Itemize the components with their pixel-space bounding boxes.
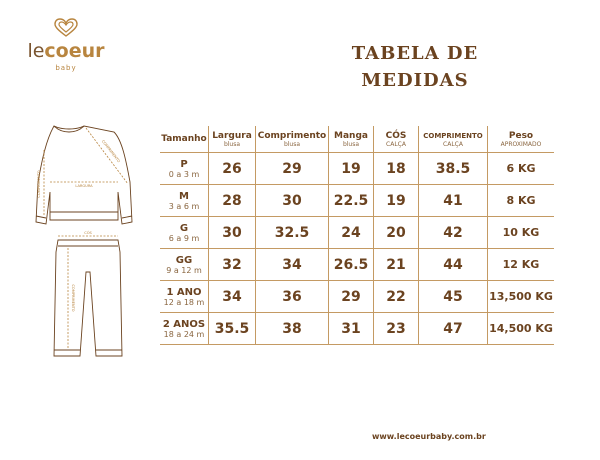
header-tamanho: Tamanho — [160, 126, 209, 153]
comprimento-cell: 29 — [256, 153, 329, 185]
pants-length-label: COMPRIMENTO — [71, 284, 75, 312]
cos-cell: 21 — [374, 249, 419, 281]
peso-cell: 6 KG — [488, 153, 555, 185]
header-peso: Peso APROXIMADO — [500, 130, 542, 148]
size-table — [160, 126, 554, 345]
sleeve-measure-line — [86, 128, 128, 184]
length-label: COMPRIMENTO — [37, 170, 41, 198]
brand-sub: baby — [55, 64, 77, 72]
size-cell: 1 ANO 12 a 18 m — [160, 281, 209, 313]
size-cell: 2 ANOS 18 a 24 m — [160, 313, 209, 345]
size-cell: M 3 a 6 m — [160, 185, 209, 217]
table-row — [160, 153, 554, 185]
cos-cell: 19 — [374, 185, 419, 217]
table-header-row — [160, 126, 554, 153]
table-row — [160, 217, 554, 249]
largura-cell: 30 — [209, 217, 256, 249]
pants-outline — [54, 240, 122, 356]
cos-cell: 18 — [374, 153, 419, 185]
comp-calca-cell: 41 — [419, 185, 488, 217]
title-line-1: TABELA DE — [351, 43, 479, 64]
comp-calca-cell: 42 — [419, 217, 488, 249]
largura-cell: 26 — [209, 153, 256, 185]
manga-cell: 31 — [329, 313, 374, 345]
cos-cell: 23 — [374, 313, 419, 345]
brand-name: lecoeur — [27, 40, 105, 62]
table-row — [160, 185, 554, 217]
header-cos: CÓS CALÇA — [374, 126, 419, 153]
largura-cell: 32 — [209, 249, 256, 281]
manga-cell: 26.5 — [329, 249, 374, 281]
page-title — [300, 40, 530, 94]
heart-logo-icon — [54, 18, 78, 38]
brand-logo — [16, 18, 116, 78]
cos-cell: 22 — [374, 281, 419, 313]
peso-cell: 10 KG — [488, 217, 555, 249]
title-line-2: MEDIDAS — [361, 70, 469, 91]
comprimento-cell: 36 — [256, 281, 329, 313]
cos-cell: 20 — [374, 217, 419, 249]
manga-cell: 19 — [329, 153, 374, 185]
sleeve-label: COMPRIMENTO — [100, 139, 121, 164]
header-largura: Largura blusa — [209, 126, 256, 153]
comp-calca-cell: 45 — [419, 281, 488, 313]
size-cell: GG 9 a 12 m — [160, 249, 209, 281]
comp-calca-cell: 44 — [419, 249, 488, 281]
comprimento-cell: 32.5 — [256, 217, 329, 249]
size-cell: P 0 a 3 m — [160, 153, 209, 185]
manga-cell: 22.5 — [329, 185, 374, 217]
peso-cell: 8 KG — [488, 185, 555, 217]
table-row — [160, 249, 554, 281]
comp-calca-cell: 47 — [419, 313, 488, 345]
comprimento-cell: 34 — [256, 249, 329, 281]
peso-cell: 12 KG — [488, 249, 555, 281]
sweatshirt-outline — [36, 126, 132, 224]
manga-cell: 24 — [329, 217, 374, 249]
table-row — [160, 281, 554, 313]
header-comprimento: Comprimento blusa — [256, 126, 329, 153]
manga-cell: 29 — [329, 281, 374, 313]
comprimento-cell: 30 — [256, 185, 329, 217]
waist-label: CÓS — [84, 231, 92, 235]
website-link[interactable]: www.lecoeurbaby.com.br — [372, 432, 486, 441]
largura-cell: 35.5 — [209, 313, 256, 345]
largura-cell: 34 — [209, 281, 256, 313]
header-comprimento-calca: COMPRIMENTO CALÇA — [419, 126, 488, 153]
comp-calca-cell: 38.5 — [419, 153, 488, 185]
size-cell: G 6 a 9 m — [160, 217, 209, 249]
peso-cell: 13,500 KG — [488, 281, 555, 313]
table-row — [160, 313, 554, 345]
peso-cell: 14,500 KG — [488, 313, 555, 345]
garment-illustration — [14, 112, 154, 362]
width-label: LARGURA — [75, 184, 93, 188]
largura-cell: 28 — [209, 185, 256, 217]
comprimento-cell: 38 — [256, 313, 329, 345]
header-manga: Manga blusa — [329, 126, 374, 153]
